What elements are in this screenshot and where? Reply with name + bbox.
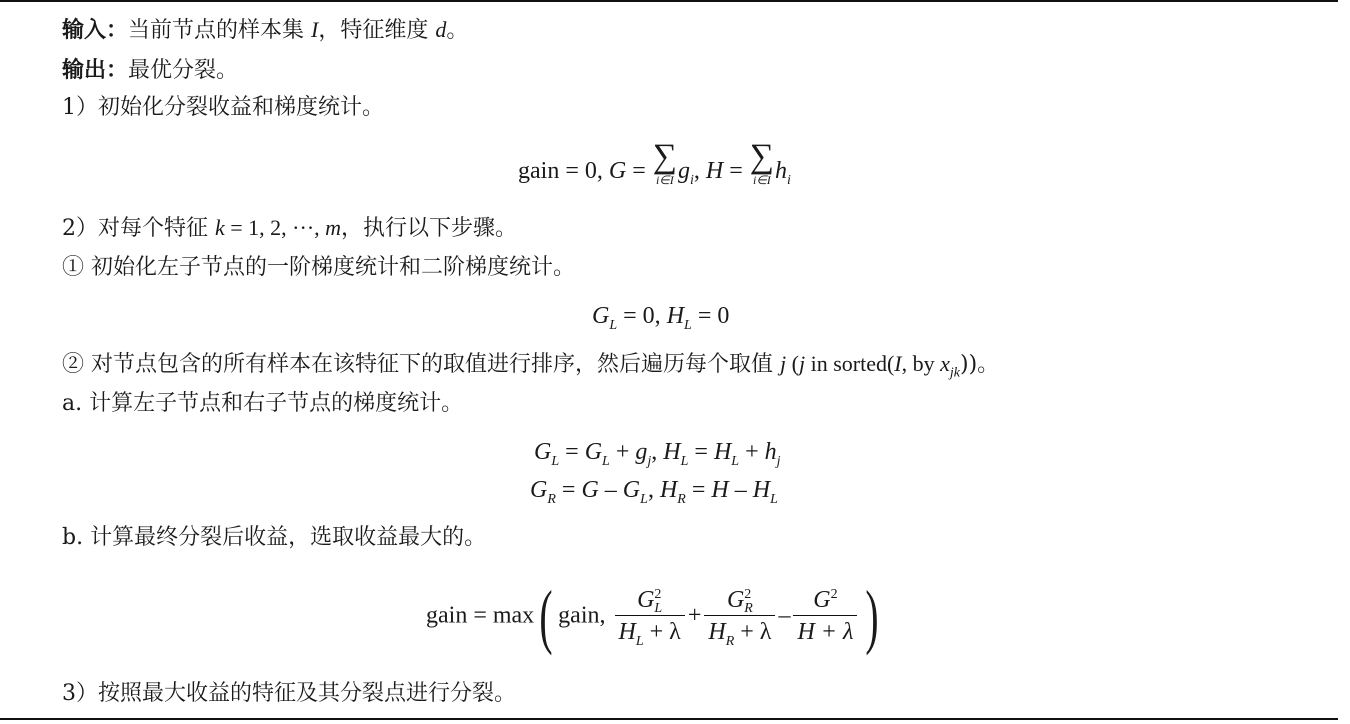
step2-m: m [325,215,342,240]
equation-init-left: $G_L = 0$, $H_L = 0$ [592,303,730,333]
output-line [62,56,238,85]
input-label: 输入： [62,17,129,43]
eq1-G: G [608,158,627,184]
input-sep: ，特征维度 [318,18,436,43]
equation-update-right: $G_R = G - G_L$, $H_R = H - H_L$ [530,477,778,507]
eq1-sum-h: ∑ i∈I [749,138,775,187]
step2-k: k [215,215,225,240]
step-2: 2）对每个特征 k = 1, 2, ···, m，执行以下步骤。 [62,215,518,241]
equation-final-gain: gain = max( gain, $\frac{G^2_L}{H_L + \lambda}$ + $\frac{G^2_R}{H_R + \lambda}$ – $\frac{G^2}{H + \lambda}$ ) [426,576,879,656]
step-3: 3）按照最大收益的特征及其分裂点进行分裂。 [62,681,516,706]
step-2-1: ① 初始化左子节点的一阶梯度统计和二阶梯度统计。 [62,255,575,280]
step-b: b. 计算最终分裂后收益，选取收益最大的。 [62,525,487,550]
eq1-H: H [705,158,724,184]
step-1: 1）初始化分裂收益和梯度统计。 [62,95,384,120]
output-label: 输出： [62,57,129,83]
input-sample-set: I [311,17,319,42]
input-end: 。 [446,18,469,43]
left-paren: ( [539,576,553,656]
eq1-h: h [775,158,788,184]
bottom-rule [0,718,1338,720]
fraction-left: $\frac{G^2_L}{H_L + \lambda}$ [615,585,685,648]
eq1-lhs: gain = 0, [518,158,609,184]
fraction-right: $\frac{G^2_R}{H_R + \lambda}$ [704,585,775,648]
eq1-sum-g: ∑ i∈I [652,138,677,187]
input-text: 当前节点的样本集 [128,18,312,43]
step-a: a. 计算左子节点和右子节点的梯度统计。 [62,391,464,416]
step-2-2: ② 对节点包含的所有样本在该特征下的取值进行排序，然后遍历每个取值 j (j in sorted(I, by $x_{jk}$))。 [62,351,1000,381]
equation-init-gain: gain = 0, G = ∑ i∈I $g_i$, H = ∑ i∈I $h_i$ [518,138,791,188]
output-text: 最优分裂。 [128,58,239,83]
input-dimension: d [435,17,447,42]
fraction-parent: $\frac{G^2}{H + \lambda}$ [793,585,857,648]
input-line [62,16,468,45]
right-paren: ) [865,576,879,656]
eq1-g: g [678,158,690,184]
equation-update-left: $G_L = G_L + g_j$, $H_L = H_L + h_j$ [534,439,781,469]
eq1-equals: = [626,158,652,184]
top-rule [0,0,1338,2]
eq1-comma: , [693,158,706,184]
